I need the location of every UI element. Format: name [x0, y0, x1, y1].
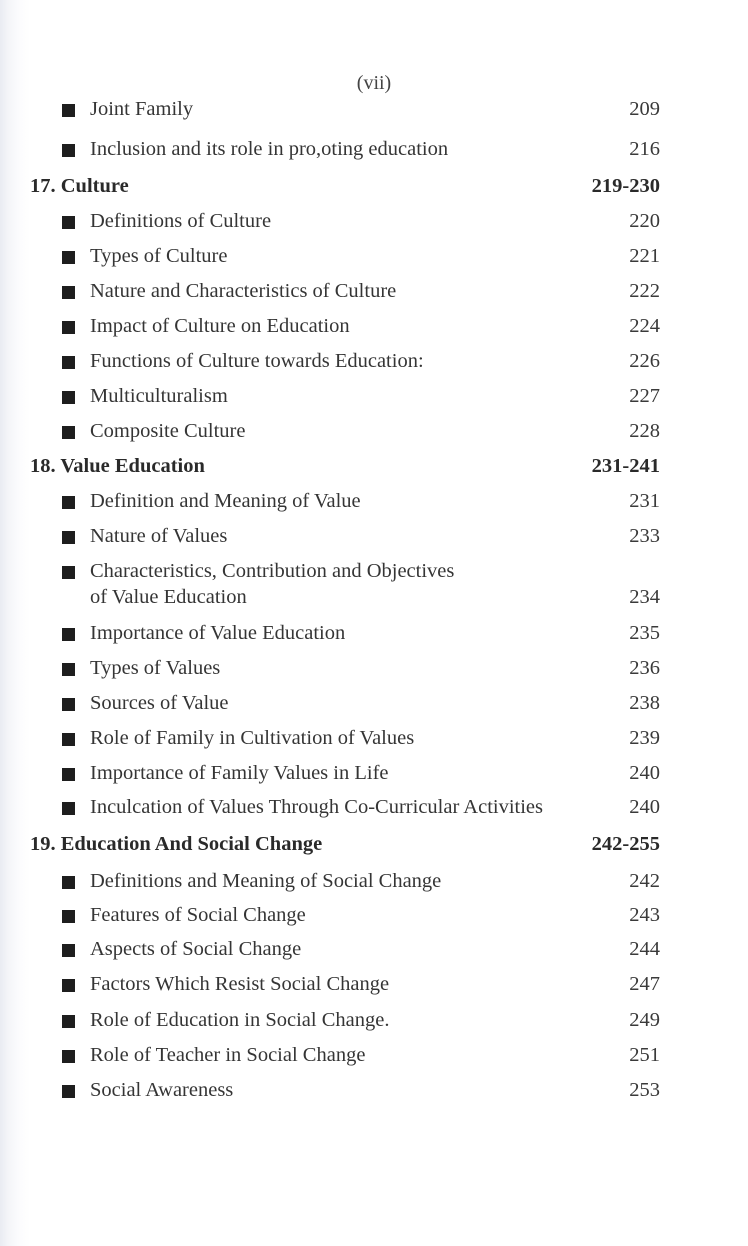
- bullet-square-icon: [62, 910, 75, 923]
- entry-title-line: Sources of Value: [90, 692, 229, 714]
- bullet-square-icon: [62, 144, 75, 157]
- entry-title: [90, 1077, 233, 1103]
- bullet-square-icon: [62, 356, 75, 369]
- bullet-square-icon: [62, 531, 75, 544]
- entry-title-line: Definitions and Meaning of Social Change: [90, 870, 442, 892]
- entry-page-number: 251: [629, 1044, 660, 1066]
- bullet-square-icon: [62, 663, 75, 676]
- chapter-title: [30, 831, 322, 857]
- entry-title: [90, 136, 448, 162]
- entry-title: [90, 488, 361, 514]
- entry-title: [90, 760, 389, 786]
- entry-page-number: 249: [629, 1009, 660, 1031]
- bullet-square-icon: [62, 944, 75, 957]
- entry-title-line: Definition and Meaning of Value: [90, 490, 361, 512]
- entry-title: [90, 1007, 389, 1033]
- entry-title-line: Importance of Value Education: [90, 622, 346, 644]
- entry-page-number: 236: [629, 657, 660, 679]
- bullet-square-icon: [62, 1015, 75, 1028]
- entry-page-number: 242: [629, 870, 660, 892]
- chapter-page-range: 219-230: [591, 175, 660, 197]
- bullet-square-icon: [62, 496, 75, 509]
- entry-page-number: 226: [629, 350, 660, 372]
- entry-page-number: 222: [629, 280, 660, 302]
- entry-page-number: 240: [629, 796, 660, 818]
- page-number: (vii): [356, 72, 392, 94]
- entry-title-line: 17. Culture: [30, 175, 129, 197]
- entry-page-number: 224: [629, 315, 660, 337]
- entry-title-line-2: of Value Education: [90, 586, 247, 608]
- bullet-square-icon: [62, 1050, 75, 1063]
- entry-title: [90, 690, 229, 716]
- entry-page-number: 244: [629, 938, 660, 960]
- entry-title-line: Characteristics, Contribution and Objectives: [90, 560, 455, 582]
- entry-title-line: Inculcation of Values Through Co-Curricular Activities: [90, 796, 543, 818]
- entry-title: [90, 96, 193, 122]
- chapter-title: [30, 173, 129, 199]
- entry-title: [90, 620, 345, 646]
- bullet-square-icon: [62, 979, 75, 992]
- entry-title: [90, 348, 424, 374]
- entry-title-line: Role of Education in Social Change.: [90, 1009, 390, 1031]
- entry-page-number: 228: [629, 420, 660, 442]
- entry-title-line: Joint Family: [90, 98, 194, 120]
- entry-title: [90, 725, 414, 751]
- bullet-square-icon: [62, 216, 75, 229]
- bullet-square-icon: [62, 251, 75, 264]
- entry-title-line: Role of Family in Cultivation of Values: [90, 727, 415, 749]
- entry-title-line: Impact of Culture on Education: [90, 315, 350, 337]
- entry-title-line: Multiculturalism: [90, 385, 228, 407]
- entry-title: [90, 243, 227, 269]
- entry-title: [90, 794, 543, 820]
- entry-page-number: 220: [629, 210, 660, 232]
- entry-page-number: 238: [629, 692, 660, 714]
- bullet-square-icon: [62, 1085, 75, 1098]
- entry-title: [90, 383, 228, 409]
- entry-page-number: 239: [629, 727, 660, 749]
- chapter-page-range: 242-255: [591, 833, 660, 855]
- entry-page-number: 253: [629, 1079, 660, 1101]
- entry-page-number: 209: [629, 98, 660, 120]
- entry-title: [90, 313, 350, 339]
- entry-title: [90, 523, 227, 549]
- entry-title-line: Inclusion and its role in pro,oting education: [90, 138, 449, 160]
- entry-title-line: Social Awareness: [90, 1079, 234, 1101]
- entry-title-line: Importance of Family Values in Life: [90, 762, 389, 784]
- entry-page-number: 221: [629, 245, 660, 267]
- entry-title-line: Functions of Culture towards Education:: [90, 350, 424, 372]
- entry-page-number: 231: [629, 490, 660, 512]
- entry-title-line: Composite Culture: [90, 420, 246, 442]
- entry-title-line: Role of Teacher in Social Change: [90, 1044, 366, 1066]
- bullet-square-icon: [62, 876, 75, 889]
- entry-title-line: Features of Social Change: [90, 904, 306, 926]
- entry-page-number: 240: [629, 762, 660, 784]
- entry-page-number: 243: [629, 904, 660, 926]
- entry-title-line: Types of Culture: [90, 245, 228, 267]
- entry-title-line: Aspects of Social Change: [90, 938, 302, 960]
- entry-title-line: 19. Education And Social Change: [30, 833, 323, 855]
- bullet-square-icon: [62, 104, 75, 117]
- bullet-square-icon: [62, 628, 75, 641]
- chapter-title: [30, 453, 205, 479]
- entry-title: [90, 558, 454, 610]
- entry-title: [90, 655, 220, 681]
- bullet-square-icon: [62, 698, 75, 711]
- bullet-square-icon: [62, 802, 75, 815]
- bullet-square-icon: [62, 391, 75, 404]
- bullet-square-icon: [62, 321, 75, 334]
- bullet-square-icon: [62, 768, 75, 781]
- entry-page-number: 234: [629, 586, 660, 608]
- bullet-square-icon: [62, 426, 75, 439]
- entry-title: [90, 868, 441, 894]
- entry-page-number: 235: [629, 622, 660, 644]
- entry-page-number: 247: [629, 973, 660, 995]
- entry-title: [90, 902, 306, 928]
- bullet-square-icon: [62, 566, 75, 579]
- bullet-square-icon: [62, 286, 75, 299]
- entry-title-line: Definitions of Culture: [90, 210, 272, 232]
- bullet-square-icon: [62, 733, 75, 746]
- entry-title-line: Factors Which Resist Social Change: [90, 973, 390, 995]
- entry-title: [90, 936, 301, 962]
- entry-page-number: 216: [629, 138, 660, 160]
- entry-title-line: Nature of Values: [90, 525, 228, 547]
- chapter-page-range: 231-241: [591, 455, 660, 477]
- entry-title: [90, 418, 245, 444]
- entry-title: [90, 1042, 365, 1068]
- entry-page-number: 233: [629, 525, 660, 547]
- entry-page-number: 227: [629, 385, 660, 407]
- entry-title: [90, 971, 389, 997]
- entry-title-line: Types of Values: [90, 657, 221, 679]
- entry-title: [90, 278, 396, 304]
- entry-title-line: Nature and Characteristics of Culture: [90, 280, 397, 302]
- entry-title-line: 18. Value Education: [30, 455, 205, 477]
- entry-title: [90, 208, 271, 234]
